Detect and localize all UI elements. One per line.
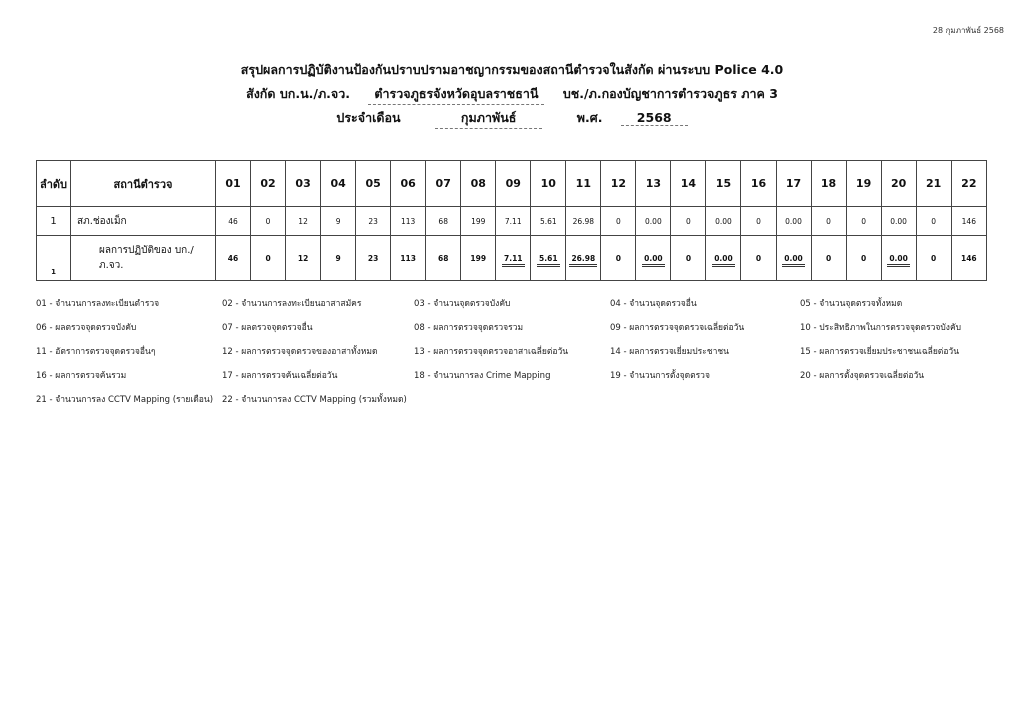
column-header-14: 14	[671, 161, 706, 207]
summary-value-18: 0	[811, 236, 846, 281]
legend-row	[36, 392, 996, 416]
column-header-17: 17	[776, 161, 811, 207]
legend-item: 14 - ผลการตรวจเยี่ยมประชาชน	[610, 347, 729, 357]
row-value-11: 26.98	[566, 207, 601, 236]
column-header-22: 22	[951, 161, 986, 207]
row-value-13: 0.00	[636, 207, 671, 236]
legend-item: 20 - ผลการตั้งจุดตรวจเฉลี่ยต่อวัน	[800, 371, 925, 381]
affiliation-label: สังกัด บก.น./ภ.จว.	[246, 86, 351, 101]
summary-value-17	[776, 236, 811, 281]
column-header-05: 05	[356, 161, 391, 207]
row-value-18: 0	[811, 207, 846, 236]
legend-item: 07 - ผลตรวจจุดตรวจอื่น	[222, 323, 313, 333]
column-header-10: 10	[531, 161, 566, 207]
column-header-index: ลำดับ	[37, 161, 71, 207]
column-header-11: 11	[566, 161, 601, 207]
summary-value-21: 0	[916, 236, 951, 281]
year-value: 2568	[621, 110, 688, 126]
row-value-09: 7.11	[496, 207, 531, 236]
report-date: 28 กุมภาพันธ์ 2568	[932, 26, 1004, 35]
legend-item: 22 - จำนวนการลง CCTV Mapping (รวมทั้งหมด)	[222, 395, 407, 405]
legend-item: 18 - จำนวนการลง Crime Mapping	[414, 371, 551, 381]
row-value-17: 0.00	[776, 207, 811, 236]
legend-item: 12 - ผลการตรวจจุดตรวจของอาสาทั้งหมด	[222, 347, 378, 357]
summary-value-text: 0.00	[712, 254, 735, 267]
row-value-22: 146	[951, 207, 986, 236]
row-value-03: 12	[286, 207, 321, 236]
legend-item: 09 - ผลการตรวจจุดตรวจเฉลี่ยต่อวัน	[610, 323, 745, 333]
summary-label: ผลการปฏิบัติของ บก./ภ.จว.	[71, 236, 216, 281]
column-header-13: 13	[636, 161, 671, 207]
summary-value-22: 146	[951, 236, 986, 281]
summary-value-12: 0	[601, 236, 636, 281]
year-label: พ.ศ.	[576, 110, 603, 125]
results-table	[36, 160, 987, 281]
column-header-19: 19	[846, 161, 881, 207]
legend-item: 05 - จำนวนจุดตรวจทั้งหมด	[800, 299, 903, 309]
legend-item: 01 - จำนวนการลงทะเบียนตำรวจ	[36, 299, 160, 309]
summary-value-04: 9	[321, 236, 356, 281]
row-value-20: 0.00	[881, 207, 916, 236]
legend-item: 19 - จำนวนการตั้งจุดตรวจ	[610, 371, 710, 381]
column-header-20: 20	[881, 161, 916, 207]
legend-item: 06 - ผลตรวจจุดตรวจบังคับ	[36, 323, 137, 333]
period-line	[0, 108, 1024, 129]
summary-value-09	[496, 236, 531, 281]
column-header-18: 18	[811, 161, 846, 207]
column-header-12: 12	[601, 161, 636, 207]
row-value-04: 9	[321, 207, 356, 236]
summary-value-14: 0	[671, 236, 706, 281]
bureau-label: บช./ภ.กองบัญชาการตำรวจภูธร ภาค 3	[562, 86, 778, 101]
column-header-08: 08	[461, 161, 496, 207]
summary-value-06: 113	[391, 236, 426, 281]
row-value-10: 5.61	[531, 207, 566, 236]
summary-value-11	[566, 236, 601, 281]
column-header-03: 03	[286, 161, 321, 207]
row-value-07: 68	[426, 207, 461, 236]
summary-value-01: 46	[216, 236, 251, 281]
summary-value-02: 0	[251, 236, 286, 281]
summary-value-text: 0.00	[887, 254, 910, 267]
summary-value-13	[636, 236, 671, 281]
legend-item: 10 - ประสิทธิภาพในการตรวจจุดตรวจบังคับ	[800, 323, 962, 333]
legend-row	[36, 344, 996, 368]
column-header-06: 06	[391, 161, 426, 207]
legend-item: 21 - จำนวนการลง CCTV Mapping (รายเดือน)	[36, 395, 214, 405]
column-header-02: 02	[251, 161, 286, 207]
report-title: สรุปผลการปฏิบัติงานป้องกันปราบปรามอาชญากรรมของสถานีตำรวจในสังกัด ผ่านระบบ Police 4.0	[240, 62, 784, 77]
month-label: ประจำเดือน	[336, 110, 401, 125]
legend-row	[36, 320, 996, 344]
legend-item: 13 - ผลการตรวจจุดตรวจอาสาเฉลี่ยต่อวัน	[414, 347, 569, 357]
summary-value-text: 5.61	[537, 254, 560, 267]
row-value-05: 23	[356, 207, 391, 236]
row-value-19: 0	[846, 207, 881, 236]
row-station-name: สภ.ช่องเม็ก	[71, 207, 216, 236]
legend-item: 11 - อัตราการตรวจจุดตรวจอื่นๆ	[36, 347, 156, 357]
summary-value-10	[531, 236, 566, 281]
table-row	[37, 207, 987, 236]
summary-value-08: 199	[461, 236, 496, 281]
row-value-02: 0	[251, 207, 286, 236]
row-value-01: 46	[216, 207, 251, 236]
legend-row	[36, 368, 996, 392]
legend-item: 02 - จำนวนการลงทะเบียนอาสาสมัคร	[222, 299, 362, 309]
column-header-04: 04	[321, 161, 356, 207]
column-header-07: 07	[426, 161, 461, 207]
legend-item: 03 - จำนวนจุดตรวจบังคับ	[414, 299, 511, 309]
summary-value-20	[881, 236, 916, 281]
summary-value-05: 23	[356, 236, 391, 281]
summary-value-15	[706, 236, 741, 281]
legend-item: 15 - ผลการตรวจเยี่ยมประชาชนเฉลี่ยต่อวัน	[800, 347, 960, 357]
row-value-14: 0	[671, 207, 706, 236]
summary-row	[37, 236, 987, 281]
legend-item: 16 - ผลการตรวจค้นรวม	[36, 371, 127, 381]
summary-value-07: 68	[426, 236, 461, 281]
summary-index: 1	[37, 236, 71, 281]
column-legend	[36, 296, 996, 416]
row-value-16: 0	[741, 207, 776, 236]
row-value-06: 113	[391, 207, 426, 236]
legend-item: 17 - ผลการตรวจค้นเฉลี่ยต่อวัน	[222, 371, 338, 381]
summary-value-text: 0.00	[782, 254, 805, 267]
legend-row	[36, 296, 996, 320]
row-value-12: 0	[601, 207, 636, 236]
summary-value-16: 0	[741, 236, 776, 281]
column-header-09: 09	[496, 161, 531, 207]
column-header-station: สถานีตำรวจ	[71, 161, 216, 207]
affiliation-line	[0, 84, 1024, 105]
row-value-08: 199	[461, 207, 496, 236]
summary-value-text: 26.98	[569, 254, 597, 267]
legend-item: 04 - จำนวนจุดตรวจอื่น	[610, 299, 697, 309]
column-header-21: 21	[916, 161, 951, 207]
month-value: กุมภาพันธ์	[435, 108, 542, 129]
column-header-16: 16	[741, 161, 776, 207]
affiliation-value: ตำรวจภูธรจังหวัดอุบลราชธานี	[368, 84, 544, 105]
summary-value-text: 7.11	[502, 254, 525, 267]
table-header-row	[37, 161, 987, 207]
row-value-21: 0	[916, 207, 951, 236]
summary-value-19: 0	[846, 236, 881, 281]
summary-value-text: 0.00	[642, 254, 665, 267]
column-header-01: 01	[216, 161, 251, 207]
legend-item: 08 - ผลการตรวจจุดตรวจรวม	[414, 323, 524, 333]
summary-value-03: 12	[286, 236, 321, 281]
row-value-15: 0.00	[706, 207, 741, 236]
row-index: 1	[37, 207, 71, 236]
column-header-15: 15	[706, 161, 741, 207]
